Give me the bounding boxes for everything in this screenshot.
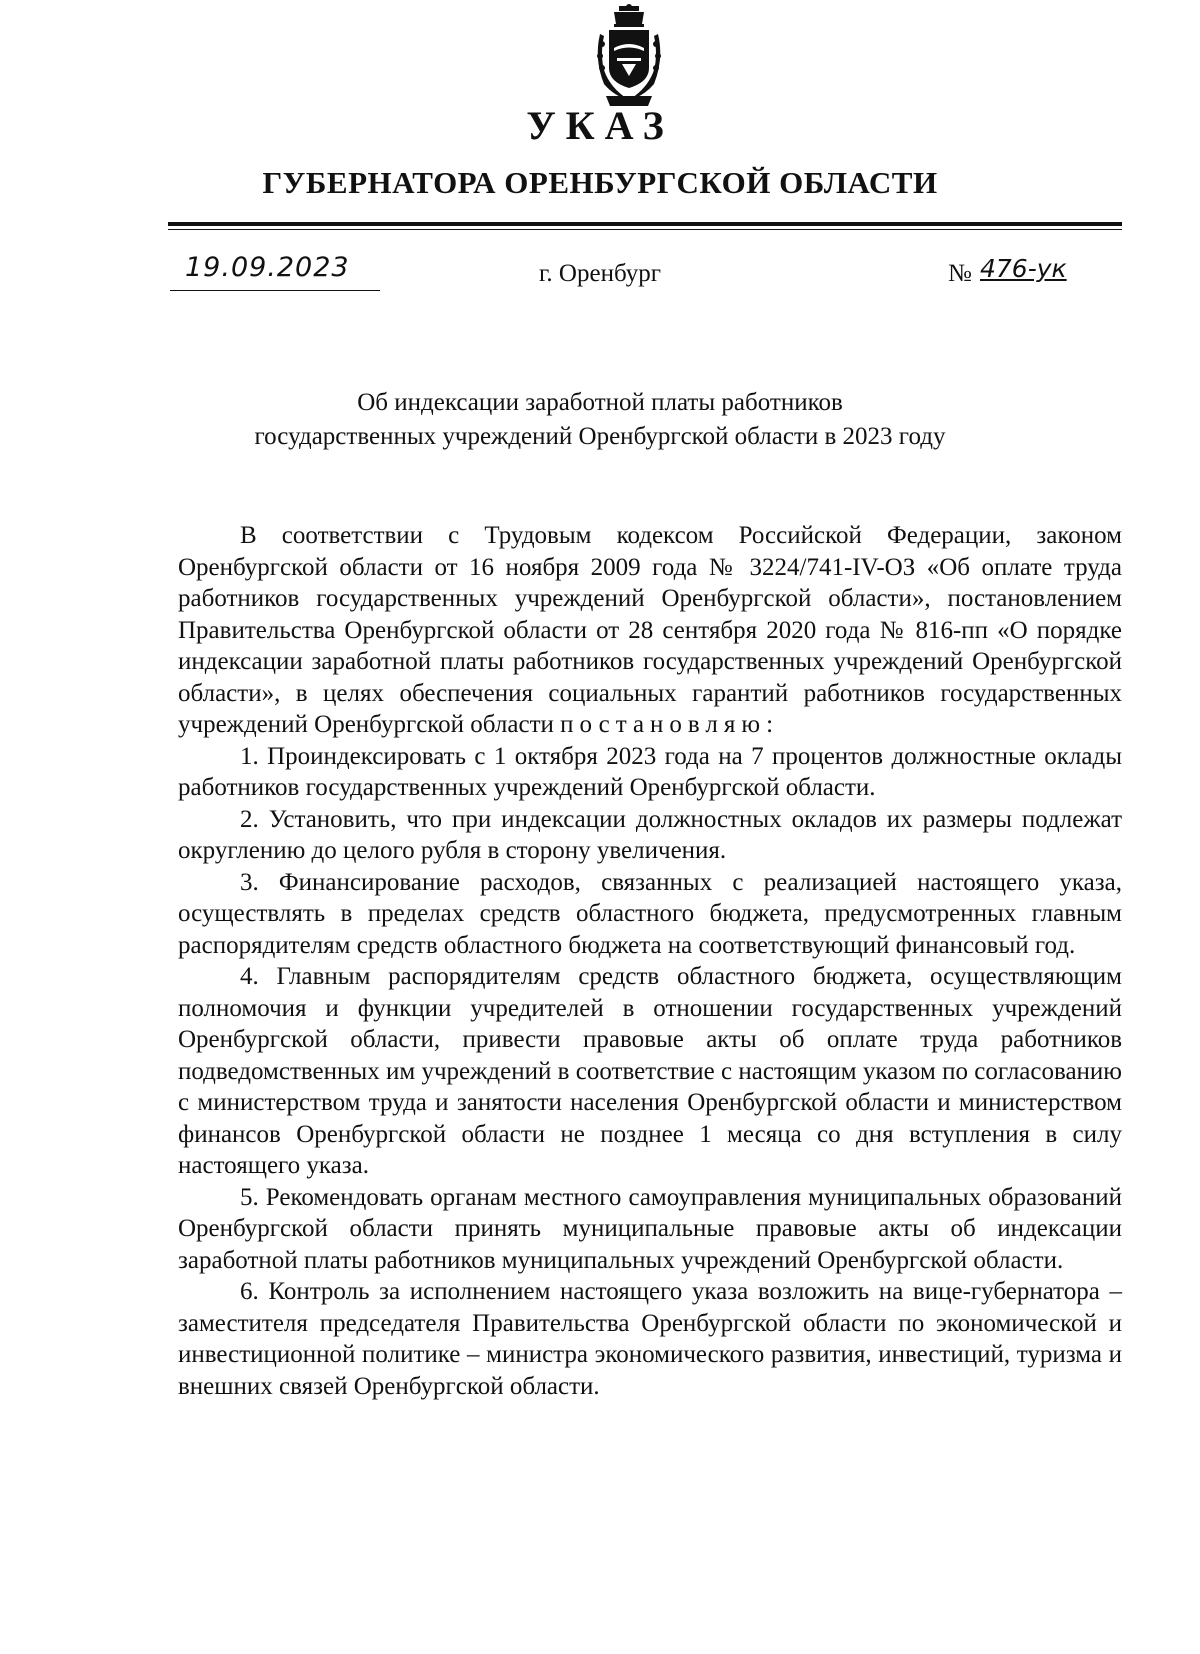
- clause-3: 3. Финансирование расходов, связанных с реализацией настоящего указа, осуществлять в пределах средств областного бюджета, предусмотренных главным распорядителям средств областного бюджета на соответствующий финансовый год.: [178, 868, 1122, 959]
- clause-5: 5. Рекомендовать органам местного самоуправления муниципальных образований Оренбургской области принять муниципальные правовые акты об индексации заработной платы работников муниципальных учреждений Оренбургской области.: [178, 1183, 1122, 1274]
- resolve-colon: :: [766, 711, 774, 738]
- document-body: [178, 520, 1122, 1402]
- date-underline: [170, 290, 380, 291]
- clause-2: 2. Установить, что при индексации должностных окладов их размеры подлежат округлению до целого рубля в сторону увеличения.: [178, 805, 1122, 864]
- header-divider-thick: [168, 222, 1122, 226]
- document-type-title: УКАЗ: [526, 103, 674, 148]
- document-title-line-2: государственных учреждений Оренбургской области в 2023 году: [254, 423, 946, 450]
- issuer-title: ГУБЕРНАТОРА ОРЕНБУРГСКОЙ ОБЛАСТИ: [262, 165, 938, 200]
- coat-of-arms-icon: [592, 4, 666, 108]
- resolve-word: постановляю: [560, 711, 767, 738]
- document-title-line-1: Об индексации заработной платы работников: [357, 389, 843, 416]
- preamble-text: В соответствии с Трудовым кодексом Российской Федерации, законом Оренбургской области от 16 ноября 2009 года № 3224/741-IV-ОЗ «Об оплате труда работников государственных учреждений Оренбургской области», постановлением Правительства Оренбургской области от 28 сентября 2020 года № 816-пп «О порядке индексации заработной платы работников государственных учреждений Оренбургской области», в целях обеспечения социальных гарантий работников государственных учреждений Оренбургской области: [178, 522, 1122, 738]
- document-date: 19.09.2023: [185, 252, 350, 283]
- document-title: [0, 386, 1200, 454]
- document-number: 476-ук: [980, 254, 1067, 283]
- clause-4: 4. Главным распорядителям средств областного бюджета, осуществляющим полномочия и функции учредителей в отношении государственных учреждений Оренбургской области, привести правовые акты об оплате труда работников подведомственных им учреждений в соответствие с настоящим указом по согласованию с министерством труда и занятости населения Оренбургской области и министерством финансов Оренбургской области не позднее 1 месяца со дня вступления в силу настоящего указа.: [178, 963, 1122, 1179]
- preamble-paragraph: [178, 520, 1122, 741]
- clause-6: 6. Контроль за исполнением настоящего указа возложить на вице-губернатора – заместителя председателя Правительства Оренбургской области по экономической и инвестиционной политике – министра экономического развития, инвестиций, туризма и внешних связей Оренбургской области.: [178, 1278, 1122, 1400]
- document-city: г. Оренбург: [539, 260, 661, 287]
- header-divider-thin: [168, 229, 1122, 230]
- document-number-label: №: [948, 260, 972, 287]
- clause-1: 1. Проиндексировать с 1 октября 2023 года на 7 процентов должностные оклады работников государственных учреждений Оренбургской области.: [178, 742, 1122, 801]
